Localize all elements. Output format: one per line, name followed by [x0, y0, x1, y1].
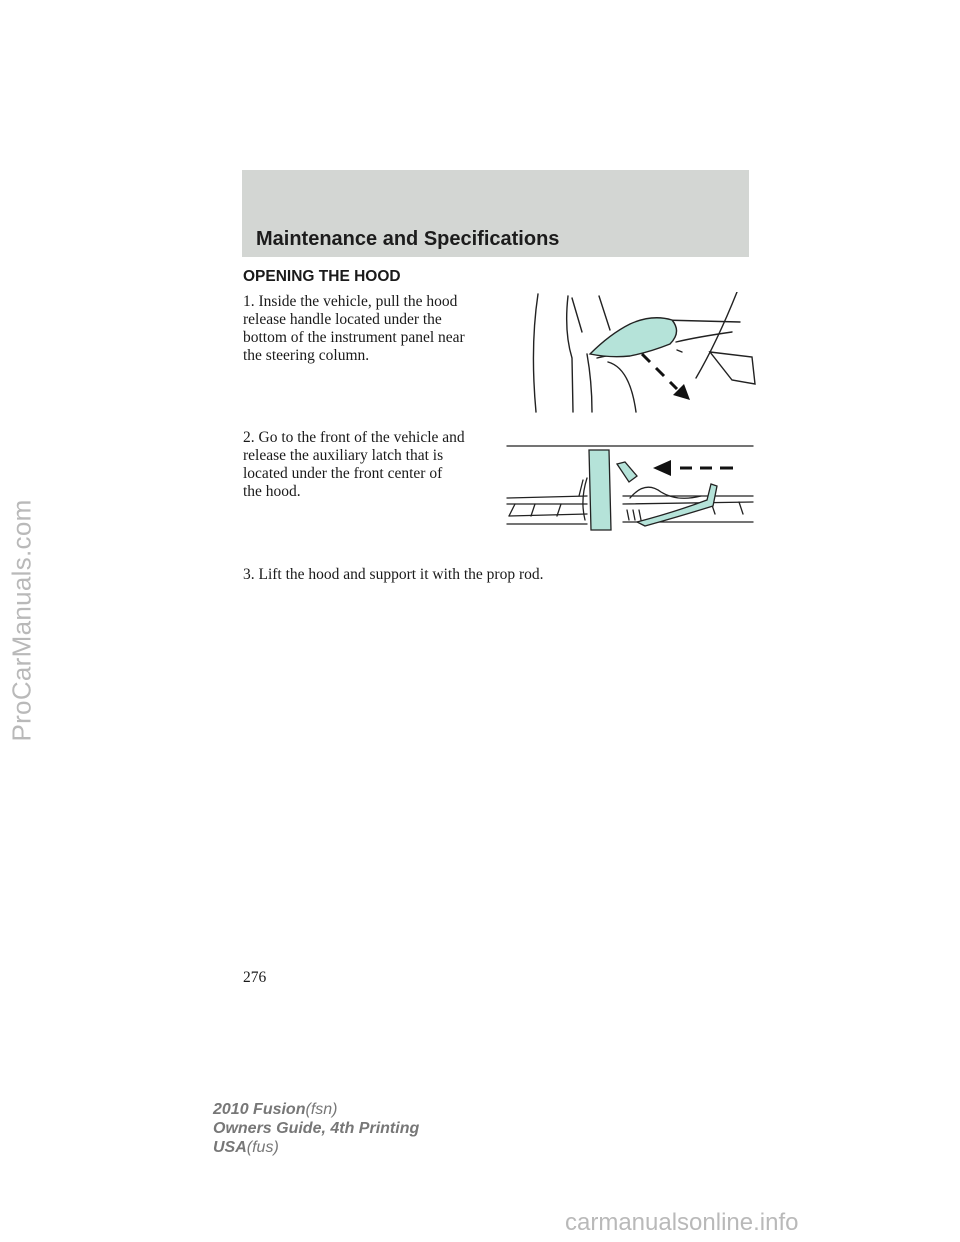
step-2: 2. Go to the front of the vehicle and release the auxiliary latch that is located under the front center of the hood. [243, 429, 465, 500]
footer-guide: Owners Guide, 4th Printing [213, 1120, 420, 1137]
hood-release-handle [590, 318, 677, 357]
side-watermark-text: ProCarManuals.com [6, 498, 37, 742]
footer-market-code: (fus) [246, 1139, 279, 1156]
footer-model: 2010 Fusion [213, 1101, 306, 1118]
pull-direction-arrow [642, 354, 677, 389]
footer-model-code: (fsn) [305, 1101, 338, 1118]
release-arrowhead [653, 460, 671, 476]
section-heading: OPENING THE HOOD [243, 268, 401, 285]
latch-tab [617, 462, 637, 482]
step-3: 3. Lift the hood and support it with the prop rod. [243, 566, 544, 583]
footer-line-3 [213, 1138, 419, 1157]
page-number: 276 [243, 969, 267, 986]
step-1: 1. Inside the vehicle, pull the hood release handle located under the bottom of the instrument panel near the steering column. [243, 293, 465, 364]
footer-market: USA [213, 1139, 247, 1156]
bottom-watermark: carmanualsonline.info [565, 1209, 799, 1236]
section-title: Maintenance and Specifications [256, 228, 560, 250]
footer [213, 1100, 419, 1157]
side-watermark [2, 300, 42, 940]
auxiliary-latch-illustration [505, 440, 755, 532]
section-header-band [242, 170, 749, 257]
hood-release-handle-illustration [512, 292, 757, 414]
footer-line-1 [213, 1100, 419, 1119]
latch-plate [589, 450, 611, 530]
auxiliary-latch-lever [637, 484, 717, 526]
